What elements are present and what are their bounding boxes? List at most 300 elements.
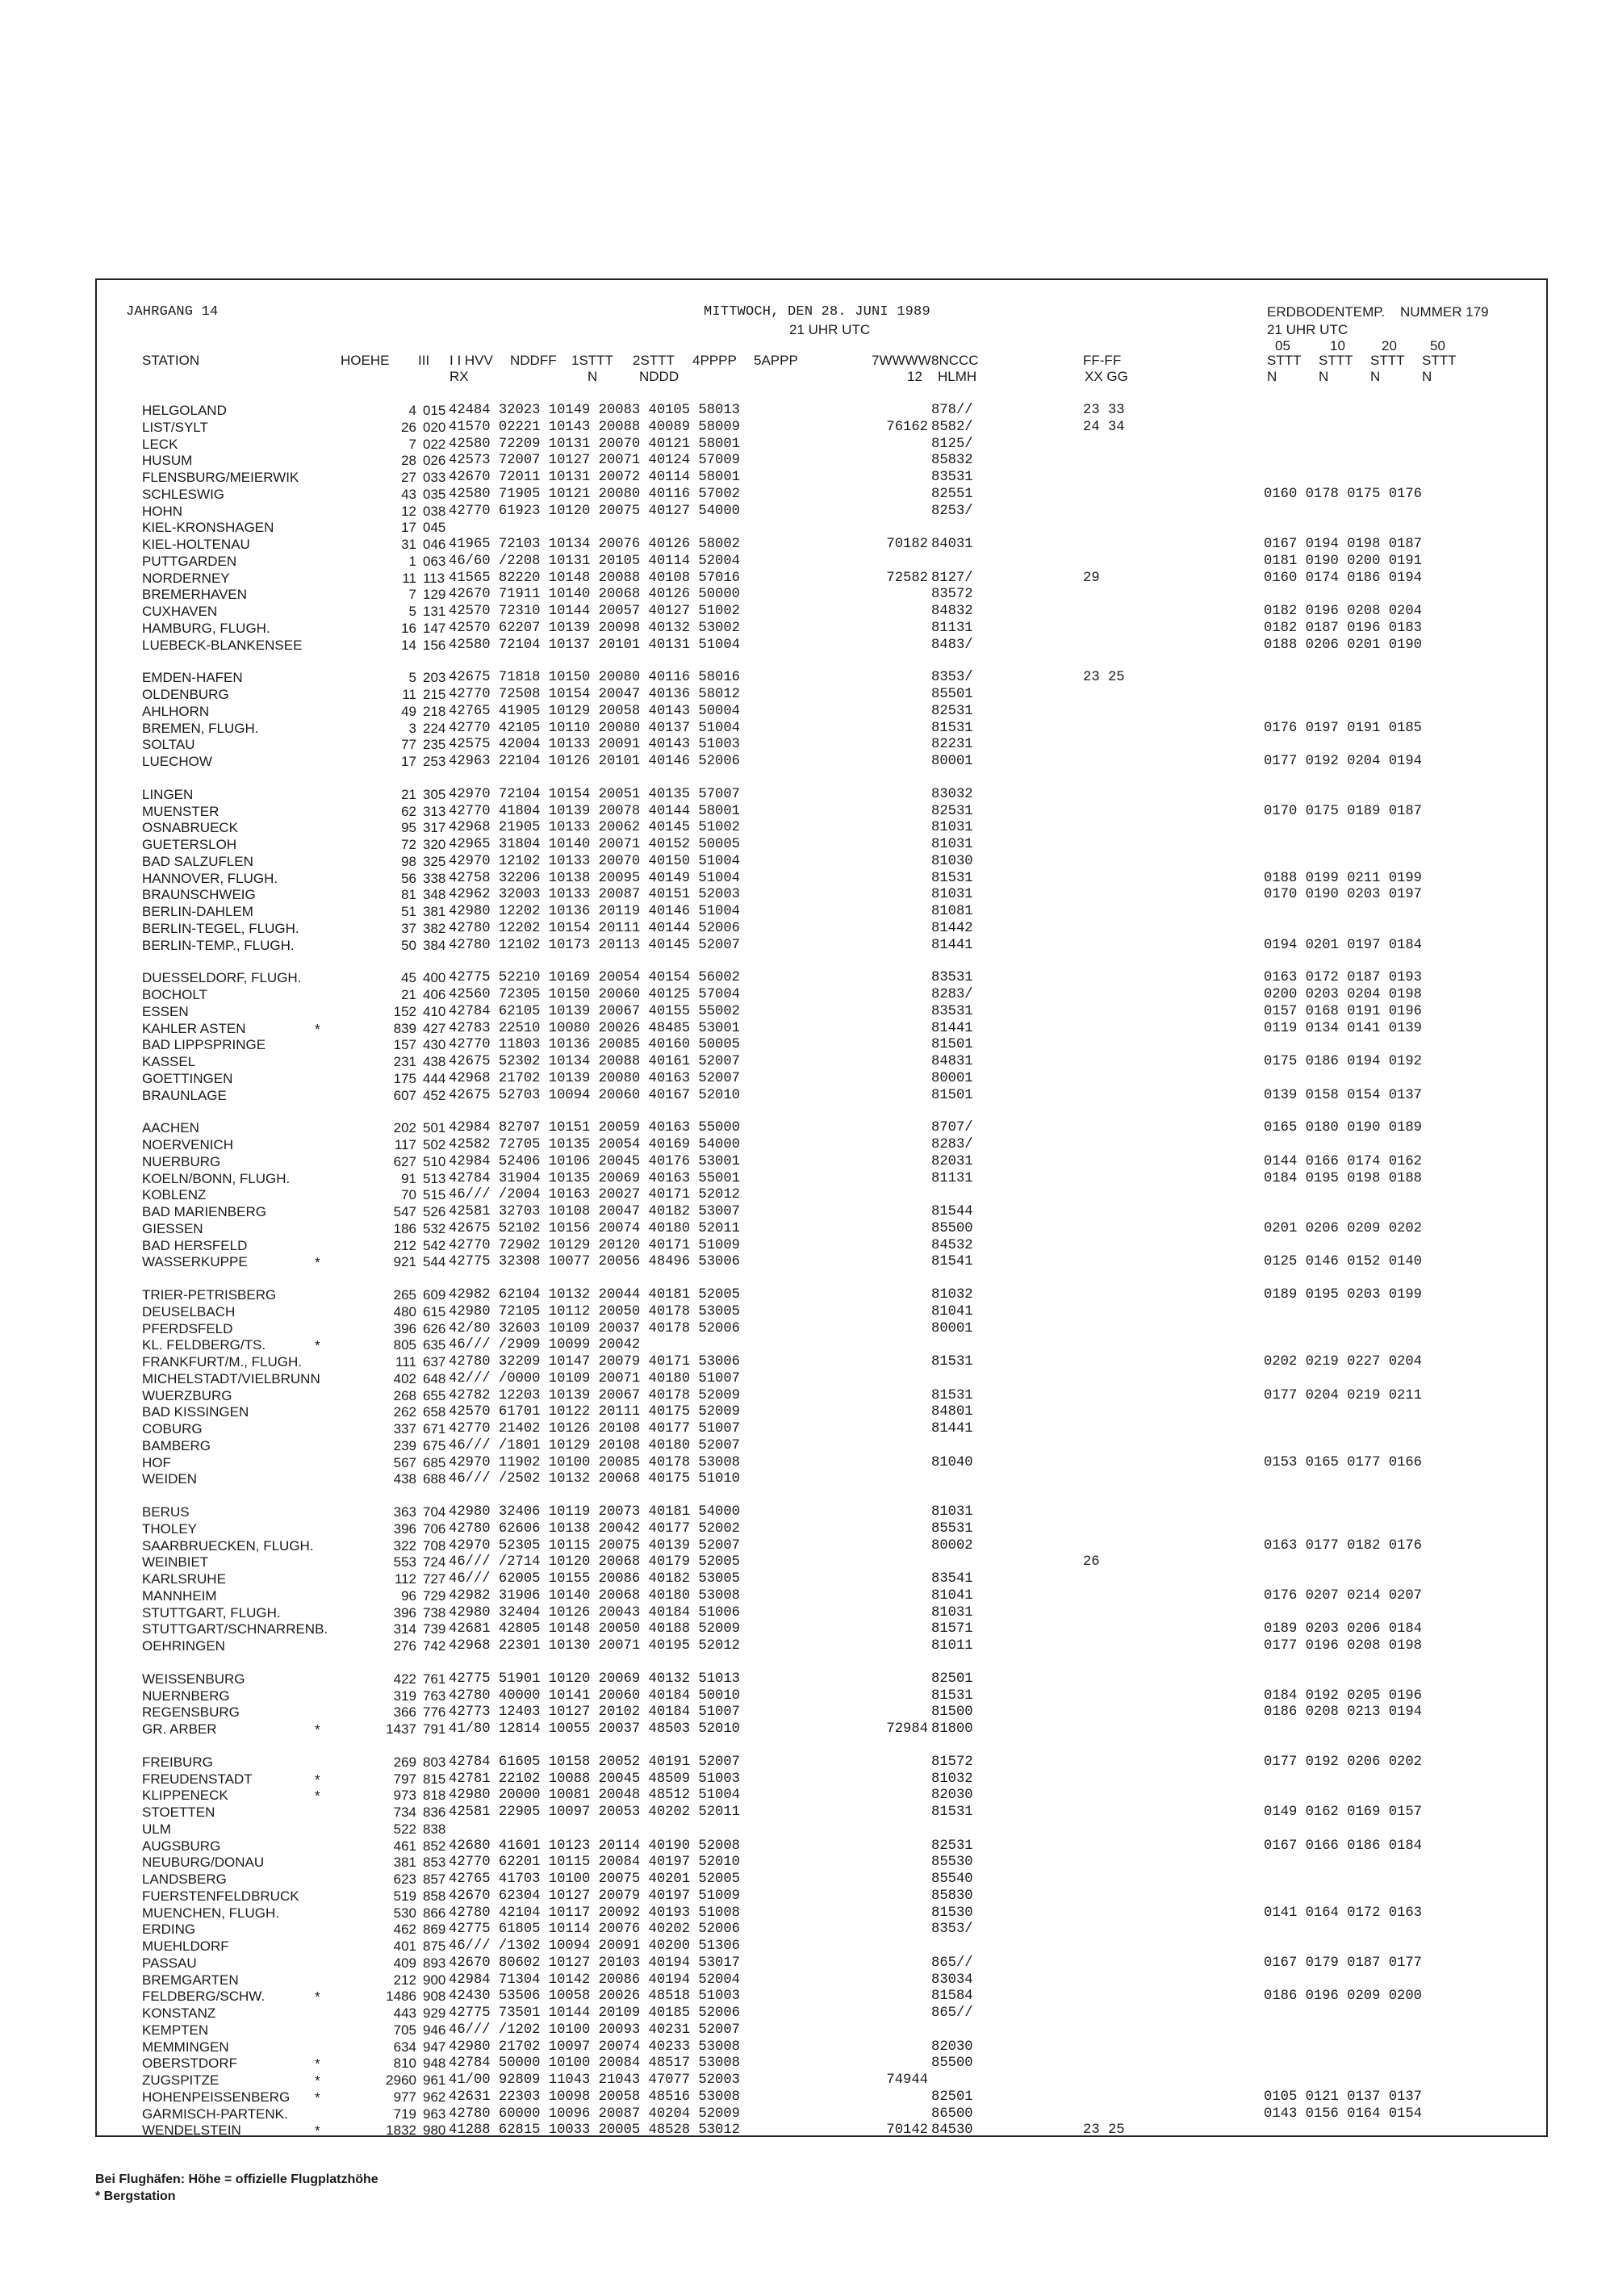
cloud-group: 81531 [931,1354,973,1370]
station-height: 401 [393,1938,416,1954]
station-id: 609 [423,1287,446,1303]
station-height: 322 [393,1537,416,1554]
station-name: THOLEY [142,1520,198,1537]
report-table-frame [95,278,1548,2137]
station-id: 026 [423,453,446,469]
synop-groups: 42570 72310 10144 20057 40127 51002 [449,604,740,619]
cloud-group: 85832 [931,453,973,469]
station-height: 634 [393,2039,416,2055]
synop-groups: 42770 21402 10126 20108 40177 51007 [449,1421,740,1437]
station-name: ZUGSPITZE [142,2072,220,2088]
wind-gust: 23 25 [1083,2122,1125,2139]
station-name: HANNOVER, FLUGH. [142,870,278,886]
report-date: MITTWOCH, DEN 28. JUNI 1989 [704,304,930,320]
table-row [97,721,1549,737]
station-height: 402 [393,1370,416,1386]
table-row [97,1754,1549,1771]
cloud-group: 81531 [931,1805,973,1820]
station-id: 224 [423,720,446,736]
station-id: 444 [423,1070,446,1086]
mountain-marker: * [315,1989,320,2005]
table-row [97,1855,1549,1871]
station-height: 269 [393,1754,416,1770]
synop-groups: 42770 42105 10110 20080 40137 51004 [449,720,740,736]
station-id: 253 [423,754,446,769]
station-name: AHLHORN [142,703,210,719]
cloud-group: 85500 [931,1220,973,1236]
table-row [97,687,1549,703]
station-id: 400 [423,970,446,986]
station-name: FRANKFURT/M., FLUGH. [142,1354,303,1370]
synop-groups: 42570 62207 10139 20098 40132 53002 [449,620,740,636]
station-id: 980 [423,2122,446,2139]
station-name: BERLIN-DAHLEM [142,904,253,919]
cloud-group: 83531 [931,470,973,485]
synop-groups: 42770 11803 10136 20085 40160 50005 [449,1037,740,1053]
station-height: 43 [401,486,416,502]
synop-groups: 42560 72305 10150 20060 40125 57004 [449,987,740,1002]
synop-groups: 42675 52102 10156 20074 40180 52011 [449,1220,740,1236]
station-height: 212 [393,1237,416,1253]
wind-gust: 23 33 [1083,403,1125,418]
station-height: 37 [401,920,416,936]
soil-temperatures: 0160 0174 0186 0194 [1264,570,1422,586]
wind-gust: 26 [1083,1554,1100,1570]
cloud-group: 81131 [931,620,973,636]
station-height: 186 [393,1220,416,1236]
station-name: CUXHAVEN [142,604,218,619]
station-id: 858 [423,1888,446,1904]
synop-groups: 42675 52703 10094 20060 40167 52010 [449,1087,740,1103]
synop-groups: 42/// /0000 10109 20071 40180 51007 [449,1370,740,1386]
table-row [97,1321,1549,1337]
cloud-group: 80001 [931,1320,973,1336]
table-row [97,1287,1549,1303]
col-xxgg: XX GG [1085,369,1128,384]
synop-groups: 41570 02221 10143 20088 40089 58009 [449,419,740,435]
cloud-group: 84832 [931,604,973,619]
soil-temperatures: 0200 0203 0204 0198 [1264,987,1422,1002]
col-4pppp: 4PPPP [692,353,737,368]
col-1sttt: 1STTT [571,353,613,368]
cloud-group: 85530 [931,1855,973,1871]
cloud-group: 81031 [931,820,973,836]
synop-groups: 42970 11902 10100 20085 40178 53008 [449,1454,740,1470]
station-height: 239 [393,1437,416,1453]
soil-temperatures: 0149 0162 0169 0157 [1264,1805,1422,1820]
footnote-mountain-station: * Bergstation [95,2189,176,2203]
station-name: SOLTAU [142,737,195,753]
weather-group: 76162 [886,419,928,435]
station-name: WASSERKUPPE [142,1254,248,1270]
synop-groups: 42980 21702 10097 20074 40233 53008 [449,2039,740,2055]
table-row [97,1704,1549,1721]
station-id: 020 [423,419,446,435]
table-row [97,1788,1549,1804]
station-height: 363 [393,1504,416,1520]
synop-groups: 42784 61605 10158 20052 40191 52007 [449,1754,740,1770]
table-row [97,737,1549,753]
cloud-group: 81571 [931,1621,973,1637]
soil-temperatures: 0176 0197 0191 0185 [1264,720,1422,736]
station-height: 91 [401,1170,416,1186]
table-row [97,520,1549,536]
mountain-marker: * [315,2122,320,2139]
cloud-group: 865// [931,1955,973,1971]
station-id: 688 [423,1471,446,1487]
station-id: 382 [423,920,446,936]
col-iihvv: I I HVV [449,353,493,368]
synop-groups: 42430 53506 10058 20026 48518 51003 [449,1989,740,2005]
station-height: 1437 [386,1721,416,1737]
station-id: 113 [423,570,445,586]
mountain-marker: * [315,1254,320,1271]
table-row [97,938,1549,954]
cloud-group: 81031 [931,887,973,903]
table-row [97,970,1549,986]
mountain-marker: * [315,1020,320,1037]
station-name: NUERBURG [142,1153,221,1169]
synop-groups: 42775 52210 10169 20054 40154 56002 [449,970,740,986]
station-name: HOHENPEISSENBERG [142,2089,291,2105]
station-height: 1486 [386,1989,416,2005]
table-row [97,1588,1549,1604]
synop-groups: 42780 40000 10141 20060 40184 50010 [449,1687,740,1704]
cloud-group: 83034 [931,1972,973,1988]
soil-temperatures: 0182 0196 0208 0204 [1264,604,1422,619]
station-id: 658 [423,1404,446,1420]
station-id: 452 [423,1087,446,1103]
cloud-group: 83531 [931,1003,973,1019]
table-row [97,1605,1549,1621]
synop-groups: 42775 73501 10144 20109 40185 52006 [449,2005,740,2021]
station-id: 803 [423,1754,446,1770]
station-name: MEMMINGEN [142,2039,229,2055]
station-height: 16 [401,620,416,636]
synop-groups: 42968 21702 10139 20080 40163 52007 [449,1070,740,1086]
station-id: 215 [423,687,446,702]
synop-groups: 42980 32406 10119 20073 40181 54000 [449,1504,740,1520]
station-height: 231 [393,1054,416,1069]
station-height: 212 [393,1972,416,1988]
cloud-group: 82031 [931,1153,973,1169]
synop-groups: 42582 72705 10135 20054 40169 54000 [449,1137,740,1152]
station-height: 14 [401,637,416,653]
soil-temperatures: 0182 0187 0196 0183 [1264,620,1422,636]
station-height: 98 [401,853,416,869]
synop-groups: 42484 32023 10149 20083 40105 58013 [449,403,740,418]
station-height: 268 [393,1387,416,1403]
synop-groups: 42765 41703 10100 20075 40201 52005 [449,1872,740,1887]
synop-groups: 42982 31906 10140 20068 40180 53008 [449,1587,740,1604]
cloud-group: 81442 [931,920,973,936]
station-id: 900 [423,1972,446,1988]
cloud-group: 82030 [931,2039,973,2055]
station-name: OSNABRUECK [142,820,239,836]
station-name: FLENSBURG/MEIERWIK [142,470,299,485]
station-height: 461 [393,1838,416,1854]
station-name: ULM [142,1821,171,1837]
cloud-group: 81441 [931,1020,973,1036]
station-height: 839 [393,1020,416,1036]
station-height: 81 [401,887,416,903]
cloud-group: 81032 [931,1287,973,1303]
station-height: 522 [393,1821,416,1837]
table-row [97,587,1549,603]
table-row [97,1254,1549,1270]
issue-number: NUMMER 179 [1400,304,1489,320]
station-id: 853 [423,1855,446,1871]
station-height: 27 [401,470,416,485]
table-row [97,1922,1549,1938]
station-name: HELGOLAND [142,403,227,418]
table-row [97,1337,1549,1353]
station-height: 627 [393,1153,416,1169]
table-row [97,1304,1549,1320]
station-id: 815 [423,1771,446,1787]
synop-groups: 41/80 12814 10055 20037 48503 52010 [449,1721,740,1737]
table-row [97,638,1549,654]
table-row [97,1021,1549,1037]
synop-groups: 42984 82707 10151 20059 40163 55000 [449,1120,740,1136]
cloud-group: 81572 [931,1754,973,1770]
station-name: FREIBURG [142,1754,213,1770]
station-name: KIEL-HOLTENAU [142,537,250,552]
station-id: 929 [423,2005,446,2021]
station-name: DUESSELDORF, FLUGH. [142,970,302,986]
synop-groups: 41565 82220 10148 20088 40108 57016 [449,570,740,586]
table-row [97,670,1549,686]
synop-groups: 42980 20000 10081 20048 48512 51004 [449,1788,740,1804]
col-1sttt-n: N [587,369,598,384]
station-height: 21 [401,786,416,802]
synop-groups: 42980 12202 10136 20119 40146 51004 [449,904,740,919]
cloud-group: 8253/ [931,503,973,519]
cloud-group: 82551 [931,486,973,502]
station-id: 671 [423,1421,446,1437]
station-height: 202 [393,1120,416,1136]
cloud-group: 81800 [931,1721,973,1737]
table-row [97,1805,1549,1821]
table-row [97,1872,1549,1888]
soil-temperatures: 0188 0199 0211 0199 [1264,870,1422,886]
cloud-group: 81031 [931,1504,973,1520]
station-id: 131 [423,604,446,619]
station-id: 761 [423,1671,446,1687]
wind-gust: 29 [1083,570,1100,586]
synop-groups: 42784 62105 10139 20067 40155 55002 [449,1003,740,1019]
station-name: BREMERHAVEN [142,587,248,603]
station-height: 734 [393,1805,416,1820]
soil-temperatures: 0167 0179 0187 0177 [1264,1955,1422,1971]
station-name: NORDERNEY [142,570,230,586]
weather-group: 74944 [886,2072,928,2088]
station-height: 547 [393,1204,416,1219]
station-id: 502 [423,1137,446,1152]
soil-temperatures: 0170 0190 0203 0197 [1264,887,1422,903]
synop-groups: 42681 42805 10148 20050 40188 52009 [449,1621,740,1637]
table-row [97,1054,1549,1070]
station-height: 17 [401,754,416,769]
station-name: GR. ARBER [142,1721,217,1737]
soil-temperatures: 0184 0192 0205 0196 [1264,1687,1422,1704]
soil-temperatures: 0177 0196 0208 0198 [1264,1638,1422,1654]
synop-groups: 42770 72508 10154 20047 40136 58012 [449,687,740,702]
station-height: 95 [401,820,416,836]
station-id: 791 [423,1721,446,1737]
station-id: 427 [423,1020,446,1036]
synop-groups: 42780 12102 10173 20113 40145 52007 [449,937,740,953]
station-id: 338 [423,870,446,886]
station-height: 797 [393,1771,416,1787]
synop-groups: 42765 41905 10129 20058 40143 50004 [449,703,740,719]
synop-groups: 42670 62304 10127 20079 40197 51009 [449,1888,740,1904]
soil-time: 21 UHR UTC [1267,322,1348,337]
station-height: 4 [408,403,416,418]
station-name: ERDING [142,1922,196,1938]
synop-groups: 46/// /2909 10099 20042 [449,1337,641,1353]
station-height: 49 [401,703,416,719]
station-height: 810 [393,2056,416,2072]
synop-groups: 46/60 /2208 10131 20105 40114 52004 [449,553,740,569]
station-name: MUENCHEN, FLUGH. [142,1905,280,1921]
cloud-group: 81041 [931,1587,973,1604]
depth-10: 10 [1330,338,1345,353]
sttt-20: STTT [1370,353,1405,368]
station-id: 961 [423,2072,446,2088]
station-height: 26 [401,419,416,435]
soil-n-05: N [1267,369,1277,384]
synop-groups: 42970 72104 10154 20051 40135 57007 [449,786,740,802]
table-row [97,1088,1549,1104]
synop-groups: 42782 12203 10139 20067 40178 52009 [449,1387,740,1403]
station-height: 56 [401,870,416,886]
synop-groups: 46/// /1302 10094 20091 40200 51306 [449,1938,740,1954]
table-row [97,420,1549,436]
station-name: KIEL-KRONSHAGEN [142,520,274,536]
station-id: 648 [423,1370,446,1386]
cloud-group: 81500 [931,1704,973,1721]
synop-groups: 42675 52302 10134 20088 40161 52007 [449,1054,740,1069]
station-height: 567 [393,1454,416,1470]
cloud-group: 84831 [931,1054,973,1069]
station-height: 396 [393,1320,416,1336]
synop-groups: 42984 71304 10142 20086 40194 52004 [449,1972,740,1988]
cloud-group: 81040 [931,1454,973,1470]
cloud-group: 81011 [931,1638,973,1654]
station-height: 2960 [386,2072,416,2088]
table-row [97,1187,1549,1203]
station-id: 515 [423,1187,446,1203]
station-name: NUERNBERG [142,1687,230,1704]
table-row [97,2039,1549,2056]
table-row [97,1404,1549,1420]
station-id: 857 [423,1872,446,1887]
station-id: 852 [423,1838,446,1854]
station-height: 7 [408,436,416,452]
synop-groups: 42670 72011 10131 20072 40114 58001 [449,470,740,485]
station-name: STUTTGART/SCHNARRENB. [142,1621,328,1637]
synop-groups: 42984 52406 10106 20045 40176 53001 [449,1153,740,1169]
synop-groups: 42770 41804 10139 20078 40144 58001 [449,803,740,819]
station-id: 946 [423,2022,446,2038]
table-row [97,1354,1549,1370]
station-name: BAD HERSFELD [142,1237,248,1253]
table-row [97,704,1549,720]
synop-groups: 42780 12202 10154 20111 40144 52006 [449,920,740,936]
station-height: 396 [393,1520,416,1537]
table-row [97,621,1549,637]
station-height: 805 [393,1337,416,1353]
table-row [97,1538,1549,1554]
table-row [97,871,1549,887]
cloud-group: 85540 [931,1872,973,1887]
synop-groups: 42780 60000 10096 20087 40204 52009 [449,2106,740,2122]
station-id: 045 [423,520,446,536]
station-name: GOETTINGEN [142,1070,233,1086]
table-row [97,470,1549,486]
synop-groups: 42770 72902 10129 20120 40171 51009 [449,1237,740,1253]
station-id: 947 [423,2039,446,2055]
station-name: WUERZBURG [142,1387,232,1403]
cloud-group: 81081 [931,904,973,919]
station-name: OEHRINGEN [142,1638,225,1654]
soil-temperatures: 0157 0168 0191 0196 [1264,1003,1422,1019]
station-height: 7 [408,587,416,603]
station-name: BAMBERG [142,1437,211,1453]
station-name: HUSUM [142,453,193,469]
synop-groups: 42980 72105 10112 20050 40178 53005 [449,1303,740,1319]
table-row [97,1388,1549,1404]
table-row [97,2056,1549,2072]
station-name: MUEHLDORF [142,1938,229,1954]
synop-groups: 41288 62815 10033 20005 48528 53012 [449,2122,740,2139]
station-height: 443 [393,2005,416,2021]
station-id: 962 [423,2089,446,2105]
cloud-group: 85500 [931,2056,973,2072]
station-height: 72 [401,837,416,852]
station-name: BAD MARIENBERG [142,1204,266,1219]
col-ffff: FF-FF [1083,353,1122,368]
station-name: LINGEN [142,786,194,802]
station-height: 422 [393,1671,416,1687]
station-id: 513 [423,1170,446,1186]
cloud-group: 80002 [931,1537,973,1554]
col-hlmh: HLMH [938,369,977,384]
mountain-marker: * [315,2072,320,2089]
table-row [97,1171,1549,1187]
station-height: 77 [401,737,416,753]
table-row [97,1838,1549,1855]
table-row [97,571,1549,587]
table-row [97,1821,1549,1838]
station-height: 607 [393,1087,416,1103]
table-row [97,1888,1549,1905]
table-row [97,1371,1549,1387]
synop-groups: 42775 51901 10120 20069 40132 51013 [449,1671,740,1687]
station-height: 553 [393,1554,416,1570]
table-row [97,1421,1549,1437]
mountain-marker: * [315,1721,320,1738]
table-row [97,1771,1549,1788]
synop-groups: 42758 32206 10138 20095 40149 51004 [449,870,740,886]
station-name: WEISSENBURG [142,1671,245,1687]
station-height: 112 [394,1571,416,1587]
synop-groups: 42770 61923 10120 20075 40127 54000 [449,503,740,519]
weather-group: 70182 [886,537,928,552]
synop-groups: 42780 42104 10117 20092 40193 51008 [449,1905,740,1921]
cloud-group: 81501 [931,1037,973,1053]
